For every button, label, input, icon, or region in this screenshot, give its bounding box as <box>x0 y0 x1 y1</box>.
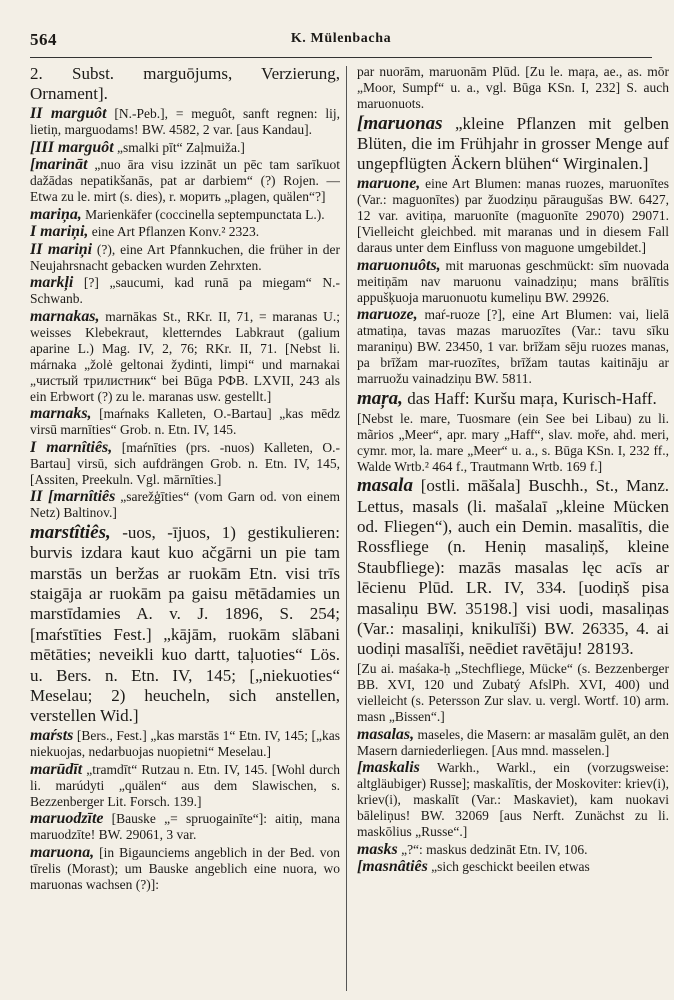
dictionary-entry <box>357 842 669 858</box>
entry-headword: maruoze, <box>357 306 418 324</box>
entry-headword: II [marnîtiês <box>30 488 116 506</box>
entry-text: eine Art Pflanzen Konv.² 2323. <box>88 224 260 240</box>
entry-headword: maruonuôts, <box>357 256 441 274</box>
dictionary-entry <box>30 762 340 810</box>
entry-text: maseles, die Masern: ar masalām gulēt, an den Masern darniederliegen. [Aus mnd. masselen.] <box>357 726 669 758</box>
entry-headword: maŗa, <box>357 387 403 409</box>
entry-text: [Bauske „= spruogainīte“]: aitiņ, mana maruodzīte! BW. 29061, 3 var. <box>30 811 340 843</box>
entry-text: Marienkäfer (coccinella septempunctata L.). <box>81 206 325 222</box>
dictionary-entry <box>357 727 669 759</box>
column-separator <box>346 66 347 991</box>
entry-text: „?“: maskus dedzināt Etn. IV, 106. <box>397 841 588 857</box>
dictionary-entry <box>30 140 340 156</box>
entry-text: Warkh., Warkl., ein (vorzugsweise: altgläubiger) Russe]; maskalītis, der Moskoviter: kriev(i), kriev(i), maskalīt (Var.: Maskaviet), kam nuokavi bāleliņus! BW. 32069 [aus Nerft. Zunächst zu li. maskōlius „Russe“.] <box>357 760 669 840</box>
entry-text: par nuorām, maruonām Plūd. [Zu le. maŗa, ae., as. mōr „Moor, Sumpf“ u. a., vgl. Būga KSn. I, 232] S. auch maruonuots. <box>357 64 669 111</box>
entry-text: [Bers., Fest.] „kas marstās 1“ Etn. IV, 145; [„kas niekuojas, nedarbuojas nuopietni“ Meselau.] <box>30 728 340 760</box>
entry-headword: maŕsts <box>30 727 74 745</box>
dictionary-entry <box>30 406 340 438</box>
entry-headword: mariņa, <box>30 205 82 223</box>
entry-text: [N.-Peb.], = meguôt, sanft regnen: lij, lietiņ, marguodams! BW. 4582, 2 var. [aus Kandau]. <box>30 106 340 138</box>
entry-text: [Nebst le. mare, Tuosmare (ein See bei Libau) zu li. mãrios „Meer“, apr. mary „Haff“, slav. moře, ahd. meri, cymr. mor, la. mare „Meer“ u. a., s. Būga KSn. I, 232 ff., Walde Wrtb.² 464 f., Trautmann Wrtb. 169 f.] <box>357 410 669 474</box>
entry-text: (?), eine Art Pfannkuchen, die früher in der Neujahrsnacht gebacken wurden Zehrxten. <box>30 241 340 273</box>
entry-text: „kleine Pflanzen mit gelben Blüten, die im Frühjahr in grosser Menge auf ungepflügten Äckern blühen“ Wirginalen.] <box>357 113 669 174</box>
dictionary-entry <box>357 389 669 409</box>
entry-text: maŕ-ruoze [?], eine Art Blumen: vai, lielā atmatiņa, tavas mazas maruozītes (Var.: tavu sīku maraniņu) BW. 23450, 1 var. brīžam sēju ruozes manas, pa brīžam mar-ruozītes, brīžam tautas kaitināju ar marruožu vainadziņu BW. 5811. <box>357 307 669 387</box>
left-column <box>30 64 340 994</box>
dictionary-entry <box>357 258 669 306</box>
entry-text: „smalki pīt“ Zaļmuiža.] <box>113 139 245 155</box>
entry-text: marnākas St., RKr. II, 71, = maranas U.; weisses Klebekraut, kletterndes Labkraut (galium aparine L.) Mag. IV, 2, 76; RKr. II, 71. [Nebst li. márnaka „žolė geltonai žydinti, limpi“ und marnakai „чистый трилистник“ bei Būga РФВ. LXVII, 243 als ein Erbwort (?) zu le. maranas usw. gestellt.] <box>30 308 340 404</box>
entry-text: [maŕnīties (prs. -nuos) Kalleten, O.-Bartau] virsū, sich aufdrängen Grob. n. Etn. IV, 145, [Assiten, Preekuln. Vgl. mārnīties.] <box>30 439 340 487</box>
dictionary-entry <box>30 64 340 105</box>
dictionary-entry <box>357 661 669 725</box>
dictionary-entry <box>30 207 340 223</box>
dictionary-entry <box>30 440 340 488</box>
dictionary-entry <box>357 859 669 875</box>
entry-headword: [masnâtiês <box>357 858 428 876</box>
dictionary-entry <box>30 309 340 405</box>
entry-text: -uos, -ījuos, 1) gestikulieren: burvis izdara kaut kuo ačgārni un pie tam marstās un beržas ar ruokām Etn. visi trīs staigāja ar ruokām pa gaisu mētādamies un marstīdamies A. v. J. 1896, S. 254; [maŕstīties Fest.] „kājām, ruokām slābani mētāties; neveikli kuo dartt, taļuoties“ Lös. u. Bers. n. Etn. IV, 145; [„niekuoties“ Meselau; 2) heucheln, sich anstellen, verstellen Wid.] <box>30 522 340 726</box>
entry-headword: marnakas, <box>30 307 100 325</box>
page-header <box>30 30 652 56</box>
dictionary-entry <box>30 275 340 307</box>
entry-headword: masala <box>357 475 413 497</box>
dictionary-entry <box>357 307 669 387</box>
dictionary-entry <box>30 728 340 760</box>
entry-text: „sich geschickt beeilen etwas <box>427 859 590 875</box>
entry-text: [ostli. māšala] Buschh., St., Manz. Lettus, masals (li. mašalaī „kleine Mücken od. Fliegen“), auch ein Demin. masalītis, die Rossfliege (n. Heniņ masaliņš, kleine Staubfliege): mazās masalas lęc acīs ar lēcienu Plūd. LR. IV, 334. [uodiņš pisa masaliņu BW. 35198.] visi uodi, masaliņas (Var.: masaliņi, knikulīši) BW. 26335, 4. ai uodiņi masalīši, neēdiet ravētāju! 28193. <box>357 476 669 659</box>
right-column <box>357 64 669 994</box>
dictionary-entry <box>30 242 340 274</box>
entry-text: „sarežģīties“ (vom Garn od. von einem Netz) Baltinov.] <box>30 489 340 521</box>
dictionary-entry <box>30 523 340 727</box>
dictionary-entry <box>30 157 340 205</box>
header-rule <box>30 57 652 58</box>
entry-headword: [maskalis <box>357 759 420 777</box>
entry-headword: II marguôt <box>30 105 107 123</box>
entry-text: [maŕnaks Kalleten, O.-Bartau] „kas mēdz virsū marnīties“ Grob. n. Etn. IV, 145. <box>30 406 340 438</box>
dictionary-entry <box>30 106 340 138</box>
entry-text: [in Bigaunciems angeblich in der Bed. von tīrelis (Morast); um Bauske angeblich eine nuora, wo maruonas wachsen (?)]: <box>30 844 340 892</box>
dictionary-entry <box>30 811 340 843</box>
dictionary-entry <box>30 489 340 521</box>
entry-text: [?] „saucumi, kad runā pa miegam“ N.-Schwanb. <box>30 275 340 307</box>
entry-headword: [marināt <box>30 156 88 174</box>
dictionary-entry <box>357 114 669 175</box>
running-title: K. Mülenbacha <box>290 31 392 46</box>
entry-headword: markļi <box>30 274 74 292</box>
entry-text: „tramdīt“ Rutzau n. Etn. IV, 145. [Wohl durch li. marúdyti „quälen“ aus dem Slawischen, s. Bezzenberger Lit. Forsch. 139.] <box>30 761 340 809</box>
entry-headword: maruodzīte <box>30 810 104 828</box>
entry-headword: maruone, <box>357 175 421 193</box>
entry-headword: masks <box>357 840 398 858</box>
entry-headword: II mariņi <box>30 240 93 258</box>
page-number: 564 <box>30 30 57 49</box>
dictionary-entry <box>30 224 340 240</box>
dictionary-entry <box>357 411 669 475</box>
entry-text: „nuo āra visu izzināt un pēc tam sarīkuot dažādas nepatikšanās, pat ar darbiem“ (?) Rojen. — Etwa zu le. mirt (s. dies), r. морить „plagen, quälen“?] <box>30 157 340 205</box>
dictionary-entry <box>30 845 340 893</box>
entry-headword: I marnîtiês, <box>30 438 113 456</box>
entry-headword: marstîtiês, <box>30 521 111 543</box>
entry-headword: maruona, <box>30 843 95 861</box>
dictionary-entry <box>357 64 669 112</box>
dictionary-entry <box>357 760 669 840</box>
dictionary-entry <box>357 176 669 256</box>
entry-headword: I mariņi, <box>30 223 89 241</box>
dictionary-entry <box>357 476 669 660</box>
entry-text: das Haff: Kuršu maŗa, Kurisch-Haff. <box>402 388 657 408</box>
entry-headword: marnaks, <box>30 405 92 423</box>
entry-text: 2. Subst. marguōjums, Verzierung, Ornament]. <box>30 64 340 104</box>
entry-text: [Zu ai. maśaka-ḥ „Stechfliege, Mücke“ (s. Bezzenberger BB. XVI, 120 und Zubatý AfslPh. XVI, 400) und vielleicht (s. Petersson Zur slav. u. vergl. Wortf. 10) arm. masn „Bissen“.] <box>357 661 669 725</box>
entry-text: eine Art Blumen: manas ruozes, maruonītes (Var.: maguonītes) par žuodziņu pāraugušas BW. 6427, 12 var. avitiņa, maruonīte (maguonīte 29070) 29071. [Vielleicht gleichbed. mit maranas und in diesem Fall daraus unter dem Einfluss von maguone umgebildet.] <box>357 176 669 256</box>
entry-headword: masalas, <box>357 725 415 743</box>
entry-headword: [maruonas <box>357 112 443 134</box>
entry-headword: [III marguôt <box>30 138 114 156</box>
entry-text: mit maruonas geschmückt: sīm nuovada meitiņām nav maruonu vainadziņu; mans brālītis appušķuoja maruonuotu kumeliņu BW. 29926. <box>357 257 669 305</box>
entry-headword: marūdīt <box>30 760 83 778</box>
